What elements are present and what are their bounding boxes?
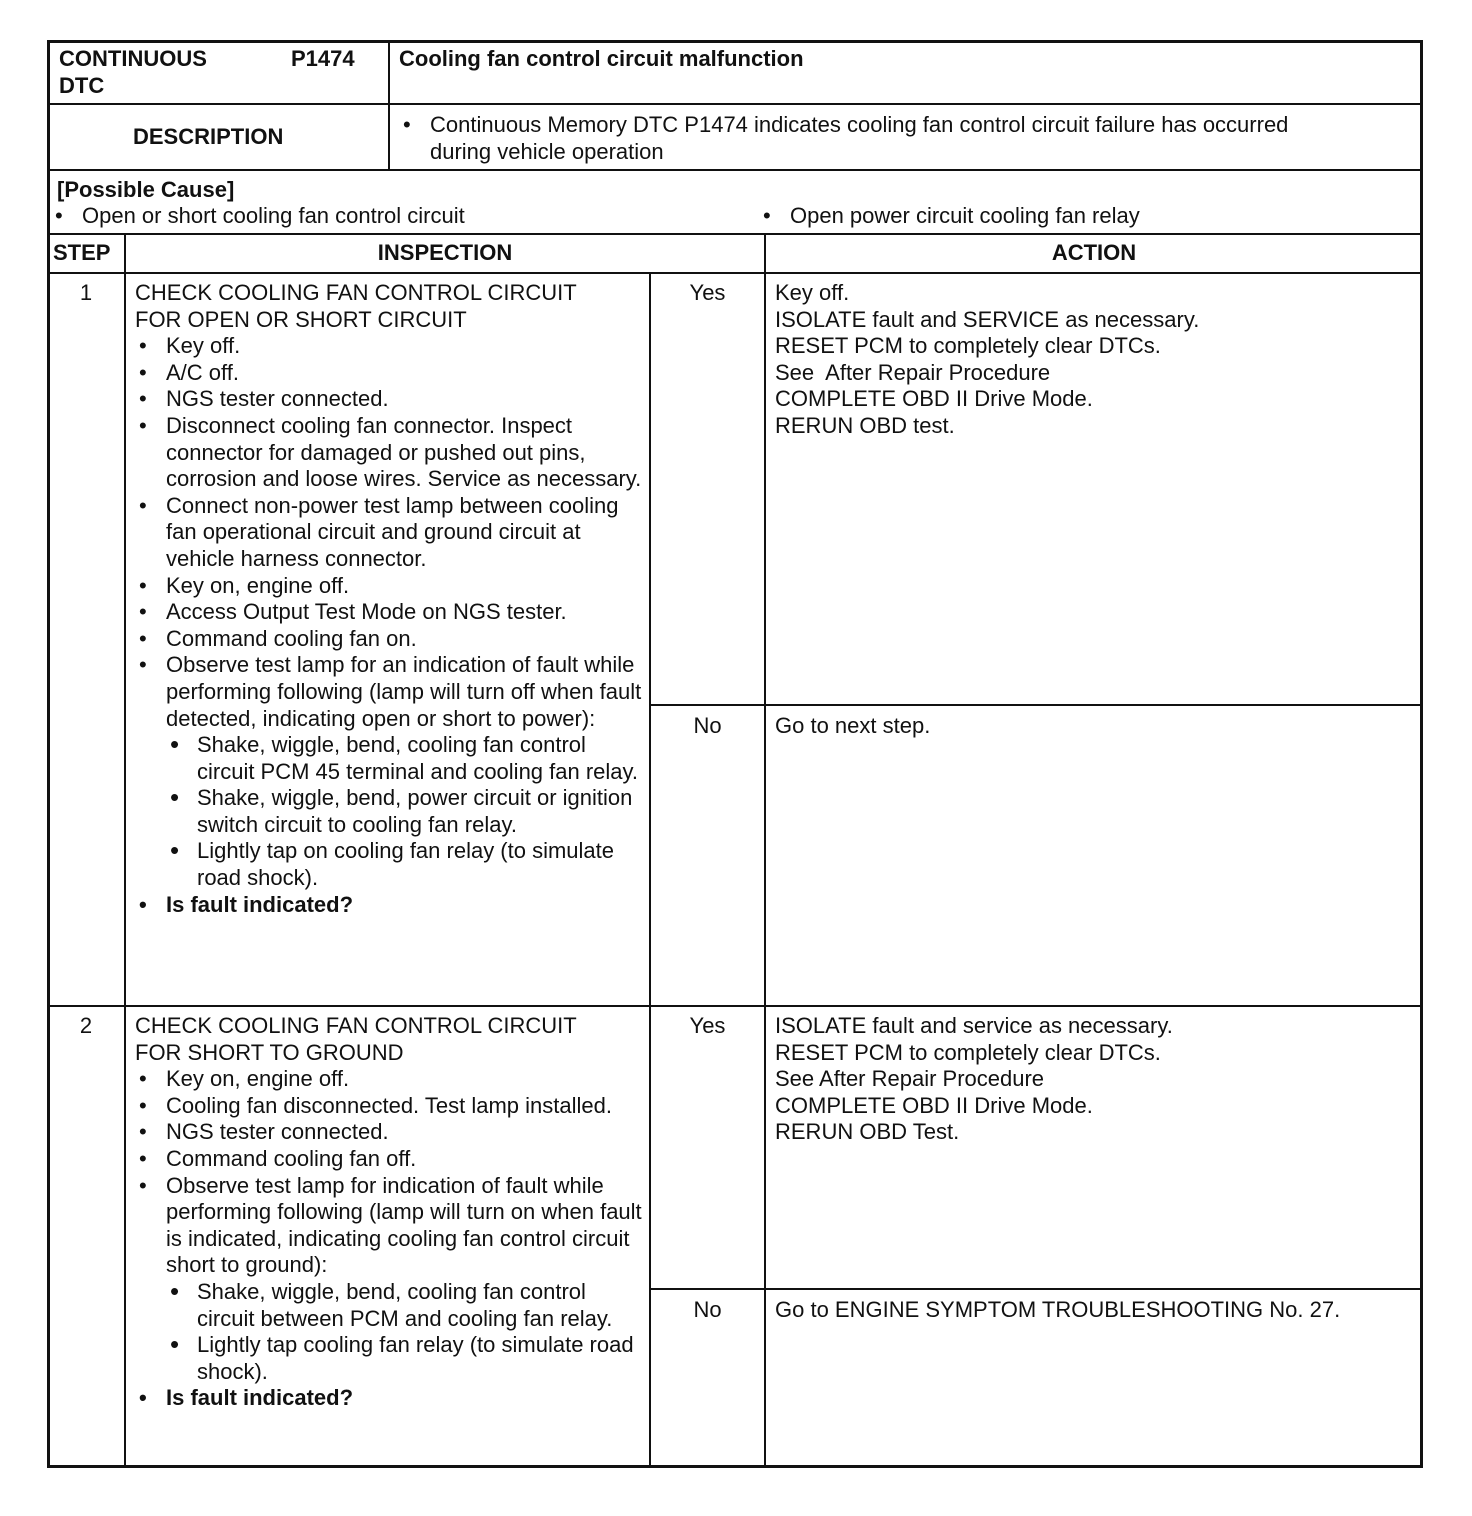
possible-cause-label: [Possible Cause] — [57, 177, 235, 202]
list-item: • Command cooling fan off. — [135, 1146, 645, 1173]
list-item: • Key off. — [135, 333, 645, 360]
divider — [47, 272, 1423, 274]
question: • Is fault indicated? — [135, 892, 645, 919]
divider — [47, 103, 1423, 105]
column-header-step: STEP — [53, 240, 111, 265]
divider — [388, 40, 390, 169]
list-item: • Connect non-power test lamp between cooling fan operational circuit and ground circuit at vehicle harness connector. — [135, 493, 645, 573]
list-item: • Key on, engine off. — [135, 1066, 645, 1093]
list-item: • Disconnect cooling fan connector. Inspect connector for damaged or pushed out pins, corrosion and loose wires. Service as necessary. — [135, 413, 645, 493]
divider — [47, 1005, 1423, 1007]
divider — [47, 169, 1423, 171]
yes-action: Key off. ISOLATE fault and SERVICE as necessary. RESET PCM to completely clear DTCs. See After Repair Procedure COMPLETE OBD II Drive Mode. RERUN OBD test. — [775, 280, 1200, 438]
list-item: • Command cooling fan on. — [135, 626, 645, 653]
list-item: • Observe test lamp for an indication of fault while performing following (lamp will turn off when fault detected, indicating open or short to power): • Shake, wiggle, bend, cooling fan control circuit PCM 45 terminal and cooling fan relay. • Shake, wiggle, bend, power circuit or ignition switch circuit to cooling fan relay. • Lightly tap on cooling fan relay (to simulate road shock). — [135, 652, 645, 891]
no-action: Go to next step. — [775, 713, 931, 738]
divider — [47, 233, 1423, 235]
list-item: • Key on, engine off. — [135, 573, 645, 600]
yes-label: Yes — [689, 1013, 726, 1038]
column-header-inspection: INSPECTION — [377, 240, 513, 265]
list-item: • Shake, wiggle, bend, cooling fan control circuit between PCM and cooling fan relay. — [166, 1279, 645, 1332]
list-item: • Cooling fan disconnected. Test lamp installed. — [135, 1093, 645, 1120]
step-number: 2 — [79, 1013, 93, 1038]
dtc-label: CONTINUOUS DTC — [59, 46, 207, 98]
page-title: Cooling fan control circuit malfunction — [399, 46, 804, 71]
sub-list — [166, 1279, 645, 1385]
inspection-list — [135, 1066, 645, 1412]
sub-list — [166, 732, 645, 892]
list-item: • Shake, wiggle, bend, power circuit or ignition switch circuit to cooling fan relay. — [166, 785, 645, 838]
yes-action: ISOLATE fault and service as necessary. RESET PCM to completely clear DTCs. See After Repair Procedure COMPLETE OBD II Drive Mode. RERUN OBD Test. — [775, 1013, 1173, 1145]
list-item: • Lightly tap on cooling fan relay (to simulate road shock). — [166, 838, 645, 891]
no-label: No — [693, 713, 722, 738]
list-item: • Observe test lamp for indication of fault while performing following (lamp will turn on when fault is indicated, indicating cooling fan control circuit short to ground): • Shake, wiggle, bend, cooling fan control circuit between PCM and cooling fan relay. • Lightly tap cooling fan relay (to simulate road shock). — [135, 1173, 645, 1386]
inspection-step-1 — [135, 280, 645, 918]
list-item: • Shake, wiggle, bend, cooling fan control circuit PCM 45 terminal and cooling fan relay. — [166, 732, 645, 785]
divider — [124, 233, 126, 1468]
cause-item: • Open or short cooling fan control circuit — [51, 203, 731, 230]
list-item: • A/C off. — [135, 360, 645, 387]
question: • Is fault indicated? — [135, 1385, 645, 1412]
description-text: • Continuous Memory DTC P1474 indicates cooling fan control circuit failure has occurred during vehicle operation — [399, 112, 1409, 165]
list-item: • Access Output Test Mode on NGS tester. — [135, 599, 645, 626]
step-number: 1 — [79, 280, 93, 305]
description-label: DESCRIPTION — [133, 124, 284, 149]
list-item: • NGS tester connected. — [135, 386, 645, 413]
step-title: CHECK COOLING FAN CONTROL CIRCUIT FOR SHORT TO GROUND — [135, 1013, 577, 1065]
divider — [764, 233, 766, 1468]
yes-label: Yes — [689, 280, 726, 305]
dtc-table — [47, 40, 1423, 1468]
list-item: • NGS tester connected. — [135, 1119, 645, 1146]
dtc-code: P1474 — [291, 46, 355, 71]
inspection-step-2 — [135, 1013, 645, 1412]
divider — [649, 272, 651, 1468]
step-title: CHECK COOLING FAN CONTROL CIRCUIT FOR OPEN OR SHORT CIRCUIT — [135, 280, 577, 332]
no-label: No — [693, 1297, 722, 1322]
list-item: • Lightly tap cooling fan relay (to simulate road shock). — [166, 1332, 645, 1385]
cause-item: • Open power circuit cooling fan relay — [759, 203, 1399, 230]
no-action: Go to ENGINE SYMPTOM TROUBLESHOOTING No. 27. — [775, 1297, 1341, 1322]
inspection-list — [135, 333, 645, 918]
column-header-action: ACTION — [1051, 240, 1137, 265]
